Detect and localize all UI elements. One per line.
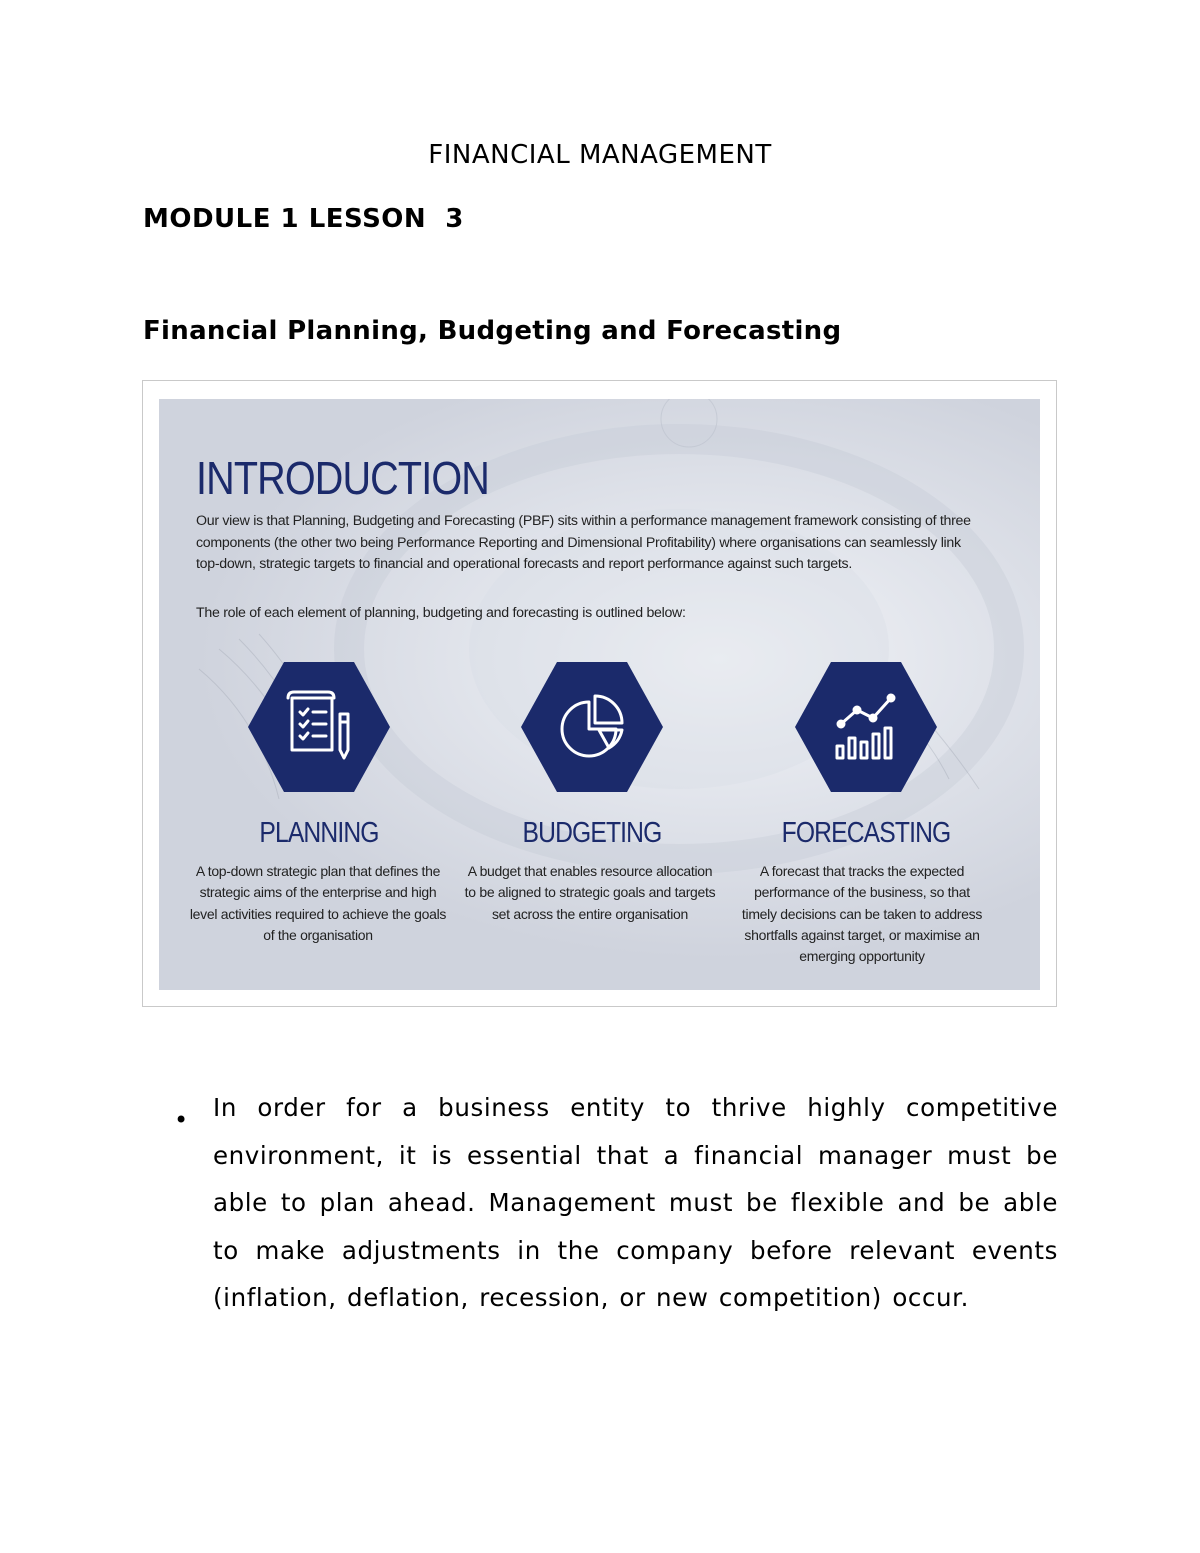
planning-description: A top-down strategic plan that defines the strategic aims of the enterprise and high level activities required to achieve the goals of the organisation <box>189 863 447 943</box>
intro-paragraph: Our view is that Planning, Budgeting and Forecasting (PBF) sits within a performance management framework consisting of three components (the other two being Performance Reporting and Dimensional Profitability) where organisations can seamlessly link top-down, strategic targets to financial and operational forecasts and report performance against such targets. <box>196 513 971 572</box>
forecasting-description: A forecast that tracks the expected performance of the business, so that timely decisions can be taken to address shortfalls against target, or maximise an emerging opportunity <box>741 863 983 965</box>
budgeting-description: A budget that enables resource allocation to be aligned to strategic goals and targets set across the entire organisation <box>464 863 716 922</box>
bullet-paragraph: In order for a business entity to thrive highly competitive environment, it is essential that a financial manager must be able to plan ahead. Management must be flexible and be able to make adjustments in the company before relevant events (inflation, deflation, recession, or new competition) occur. <box>213 1093 1058 1312</box>
intro-heading: INTRODUCTION <box>196 452 489 504</box>
planning-title: PLANNING <box>259 817 379 849</box>
forecasting-title: FORECASTING <box>781 817 951 849</box>
pbf-infographic <box>159 399 1040 990</box>
budgeting-title: BUDGETING <box>522 817 662 849</box>
bullet-marker: • <box>174 1106 189 1134</box>
budgeting-hexagon <box>521 662 663 792</box>
document-title: FINANCIAL MANAGEMENT <box>428 140 772 170</box>
module-lesson-heading: MODULE 1 LESSON 3 <box>143 204 464 234</box>
forecasting-hexagon <box>795 662 937 792</box>
section-heading: Financial Planning, Budgeting and Forecasting <box>143 316 842 346</box>
intro-role-line: The role of each element of planning, budgeting and forecasting is outlined below: <box>196 605 686 621</box>
planning-hexagon <box>248 662 390 792</box>
